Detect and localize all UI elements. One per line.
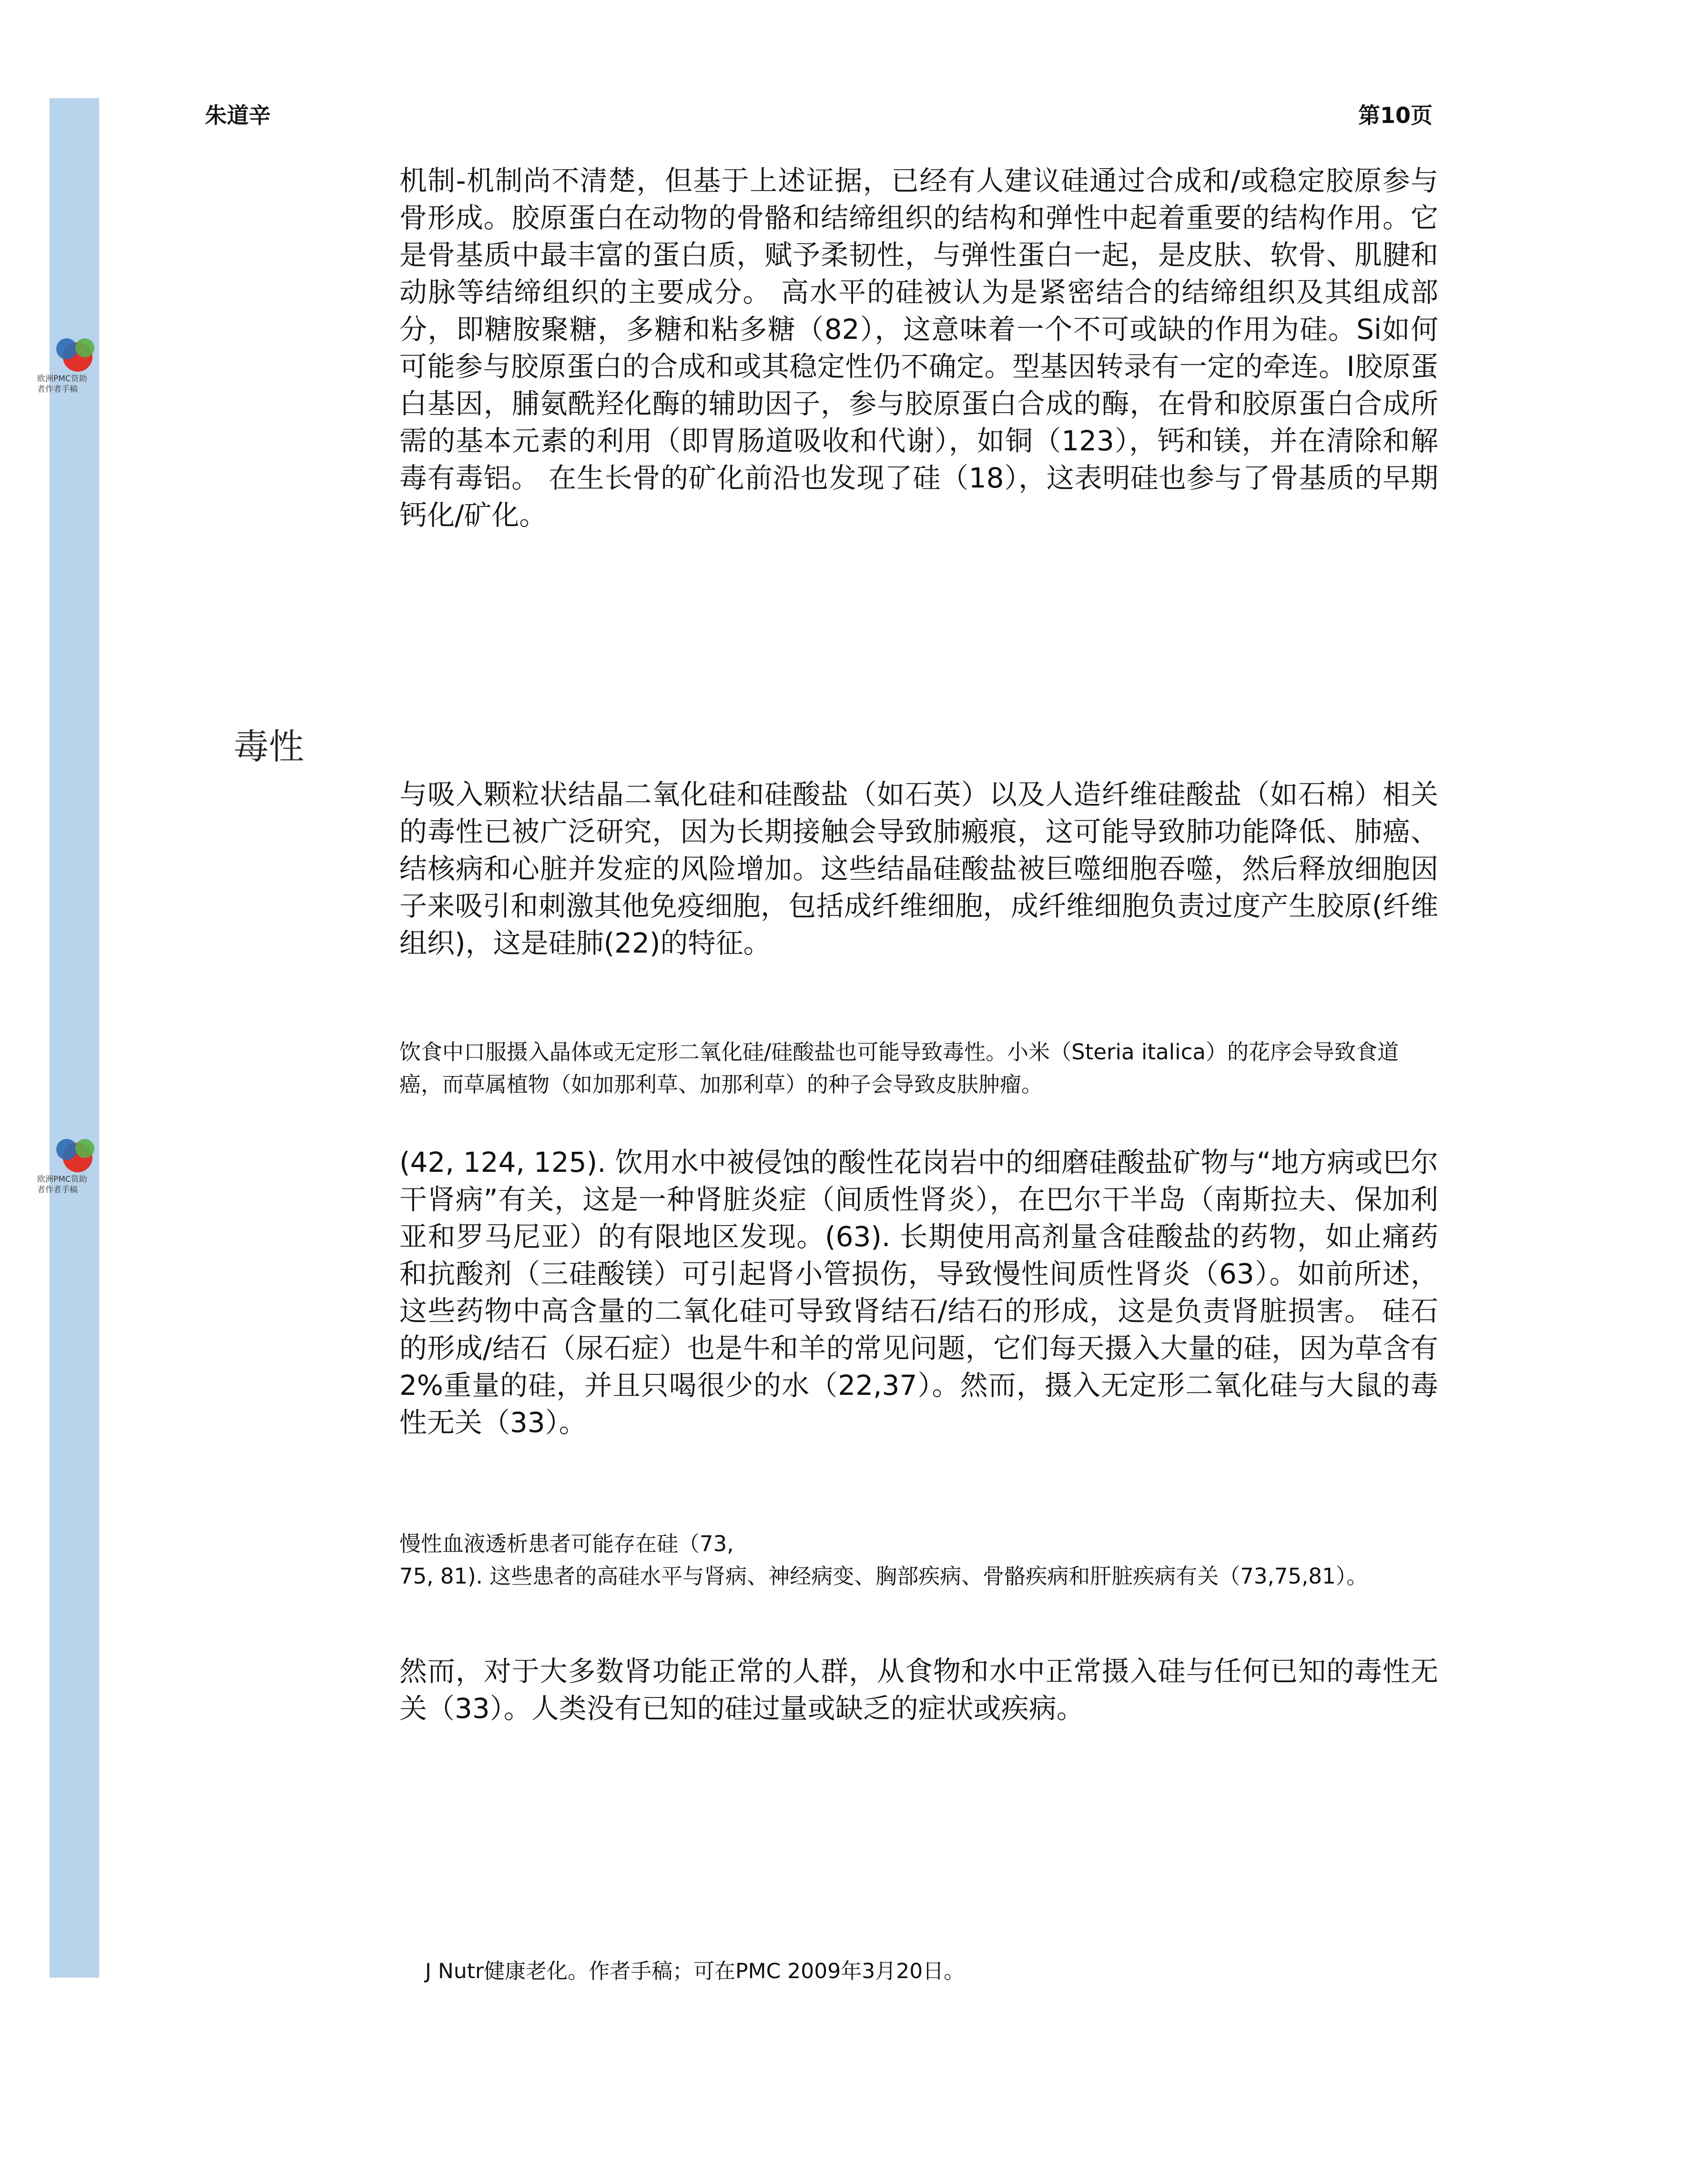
paragraph-mechanism: 机制-机制尚不清楚，但基于上述证据，已经有人建议硅通过合成和/或稳定胶原参与骨形成。胶原蛋白在动物的骨骼和结缔组织的结构和弹性中起着重要的结构作用。它是骨基质中最丰富的蛋白质，赋予柔韧性，与弹性蛋白一起，是皮肤、软骨、肌腱和动脉等结缔组织的主要成分。 高水平的硅被认为是紧密结合的结缔组织及其组成部分，即糖胺聚糖，多糖和粘多糖（82），这意味着一个不可或缺的作用为硅。Si如何可能参与胶原蛋白的合成和或其稳定性仍不确定。型基因转录有一定的牵连。I胶原蛋白基因，脯氨酰羟化酶的辅助因子，参与胶原蛋白合成的酶，在骨和胶原蛋白合成所需的基本元素的利用（即胃肠道吸收和代谢），如铜（123），钙和镁，并在清除和解毒有毒铝。 在生长骨的矿化前沿也发现了硅（18），这表明硅也参与了骨基质的早期钙化/矿化。 [399, 164, 1438, 531]
pmc-logo-text: 欧洲PMC资助者作者手稿 [37, 1175, 87, 1195]
paragraph-normal-intake: 然而，对于大多数肾功能正常的人群，从食物和水中正常摄入硅与任何已知的毒性无关（33）。人类没有已知的硅过量或缺乏的症状或疾病。 [399, 1655, 1438, 1725]
page-number: 第10页 [1358, 102, 1433, 128]
hemodialysis-line-2: 75, 81). 这些患者的高硅水平与肾病、神经病变、胸部疾病、骨骼疾病和肝脏疾病有关（73,75,81）。 [399, 1564, 1368, 1589]
paragraph-oral-toxicity: 饮食中口服摄入晶体或无定形二氧化硅/硅酸盐也可能导致毒性。小米（Steria italica）的花序会导致食道癌，而草属植物（如加那利草、加那利草）的种子会导致皮肤肿瘤。 [399, 1039, 1399, 1097]
paragraph-hemodialysis [399, 1528, 1429, 1593]
hemodialysis-line-1: 慢性血液透析患者可能存在硅（73, [399, 1531, 734, 1556]
paragraph-inhalation-toxicity: 与吸入颗粒状结晶二氧化硅和硅酸盐（如石英）以及人造纤维硅酸盐（如石棉）相关的毒性已被广泛研究，因为长期接触会导致肺瘢痕，这可能导致肺功能降低、肺癌、结核病和心脏并发症的风险增加。这些结晶硅酸盐被巨噬细胞吞噬，然后释放细胞因子来吸引和刺激其他免疫细胞，包括成纤维细胞，成纤维细胞负责过度产生胶原(纤维组织)，这是硅肺(22)的特征。 [399, 778, 1438, 959]
section-heading-toxicity: 毒性 [234, 726, 304, 767]
paragraph-nephropathy: (42, 124, 125). 饮用水中被侵蚀的酸性花岗岩中的细磨硅酸盐矿物与“地方病或巴尔干肾病”有关，这是一种肾脏炎症（间质性肾炎），在巴尔干半岛（南斯拉夫、保加利亚和罗马尼亚）的有限地区发现。(63). 长期使用高剂量含硅酸盐的药物，如止痛药和抗酸剂（三硅酸镁）可引起肾小管损伤，导致慢性间质性肾炎（63）。如前所述，这些药物中高含量的二氧化硅可导致肾结石/结石的形成，这是负责肾脏损害。 硅石的形成/结石（尿石症）也是牛和羊的常见问题，它们每天摄入大量的硅，因为草含有2%重量的硅，并且只喝很少的水（22,37）。然而，摄入无定形二氧化硅与大鼠的毒性无关（33）。 [399, 1146, 1438, 1439]
pmc-logo-icon [56, 338, 99, 372]
running-header-author: 朱道辛 [205, 102, 271, 128]
europe-pmc-logo-bottom [37, 1139, 104, 1195]
footer-citation: J Nutr健康老化。作者手稿；可在PMC 2009年3月20日。 [425, 1959, 965, 1983]
pmc-logo-text: 欧洲PMC资助者作者手稿 [37, 374, 87, 394]
pmc-logo-icon [56, 1139, 99, 1172]
europe-pmc-logo-top [37, 338, 104, 395]
